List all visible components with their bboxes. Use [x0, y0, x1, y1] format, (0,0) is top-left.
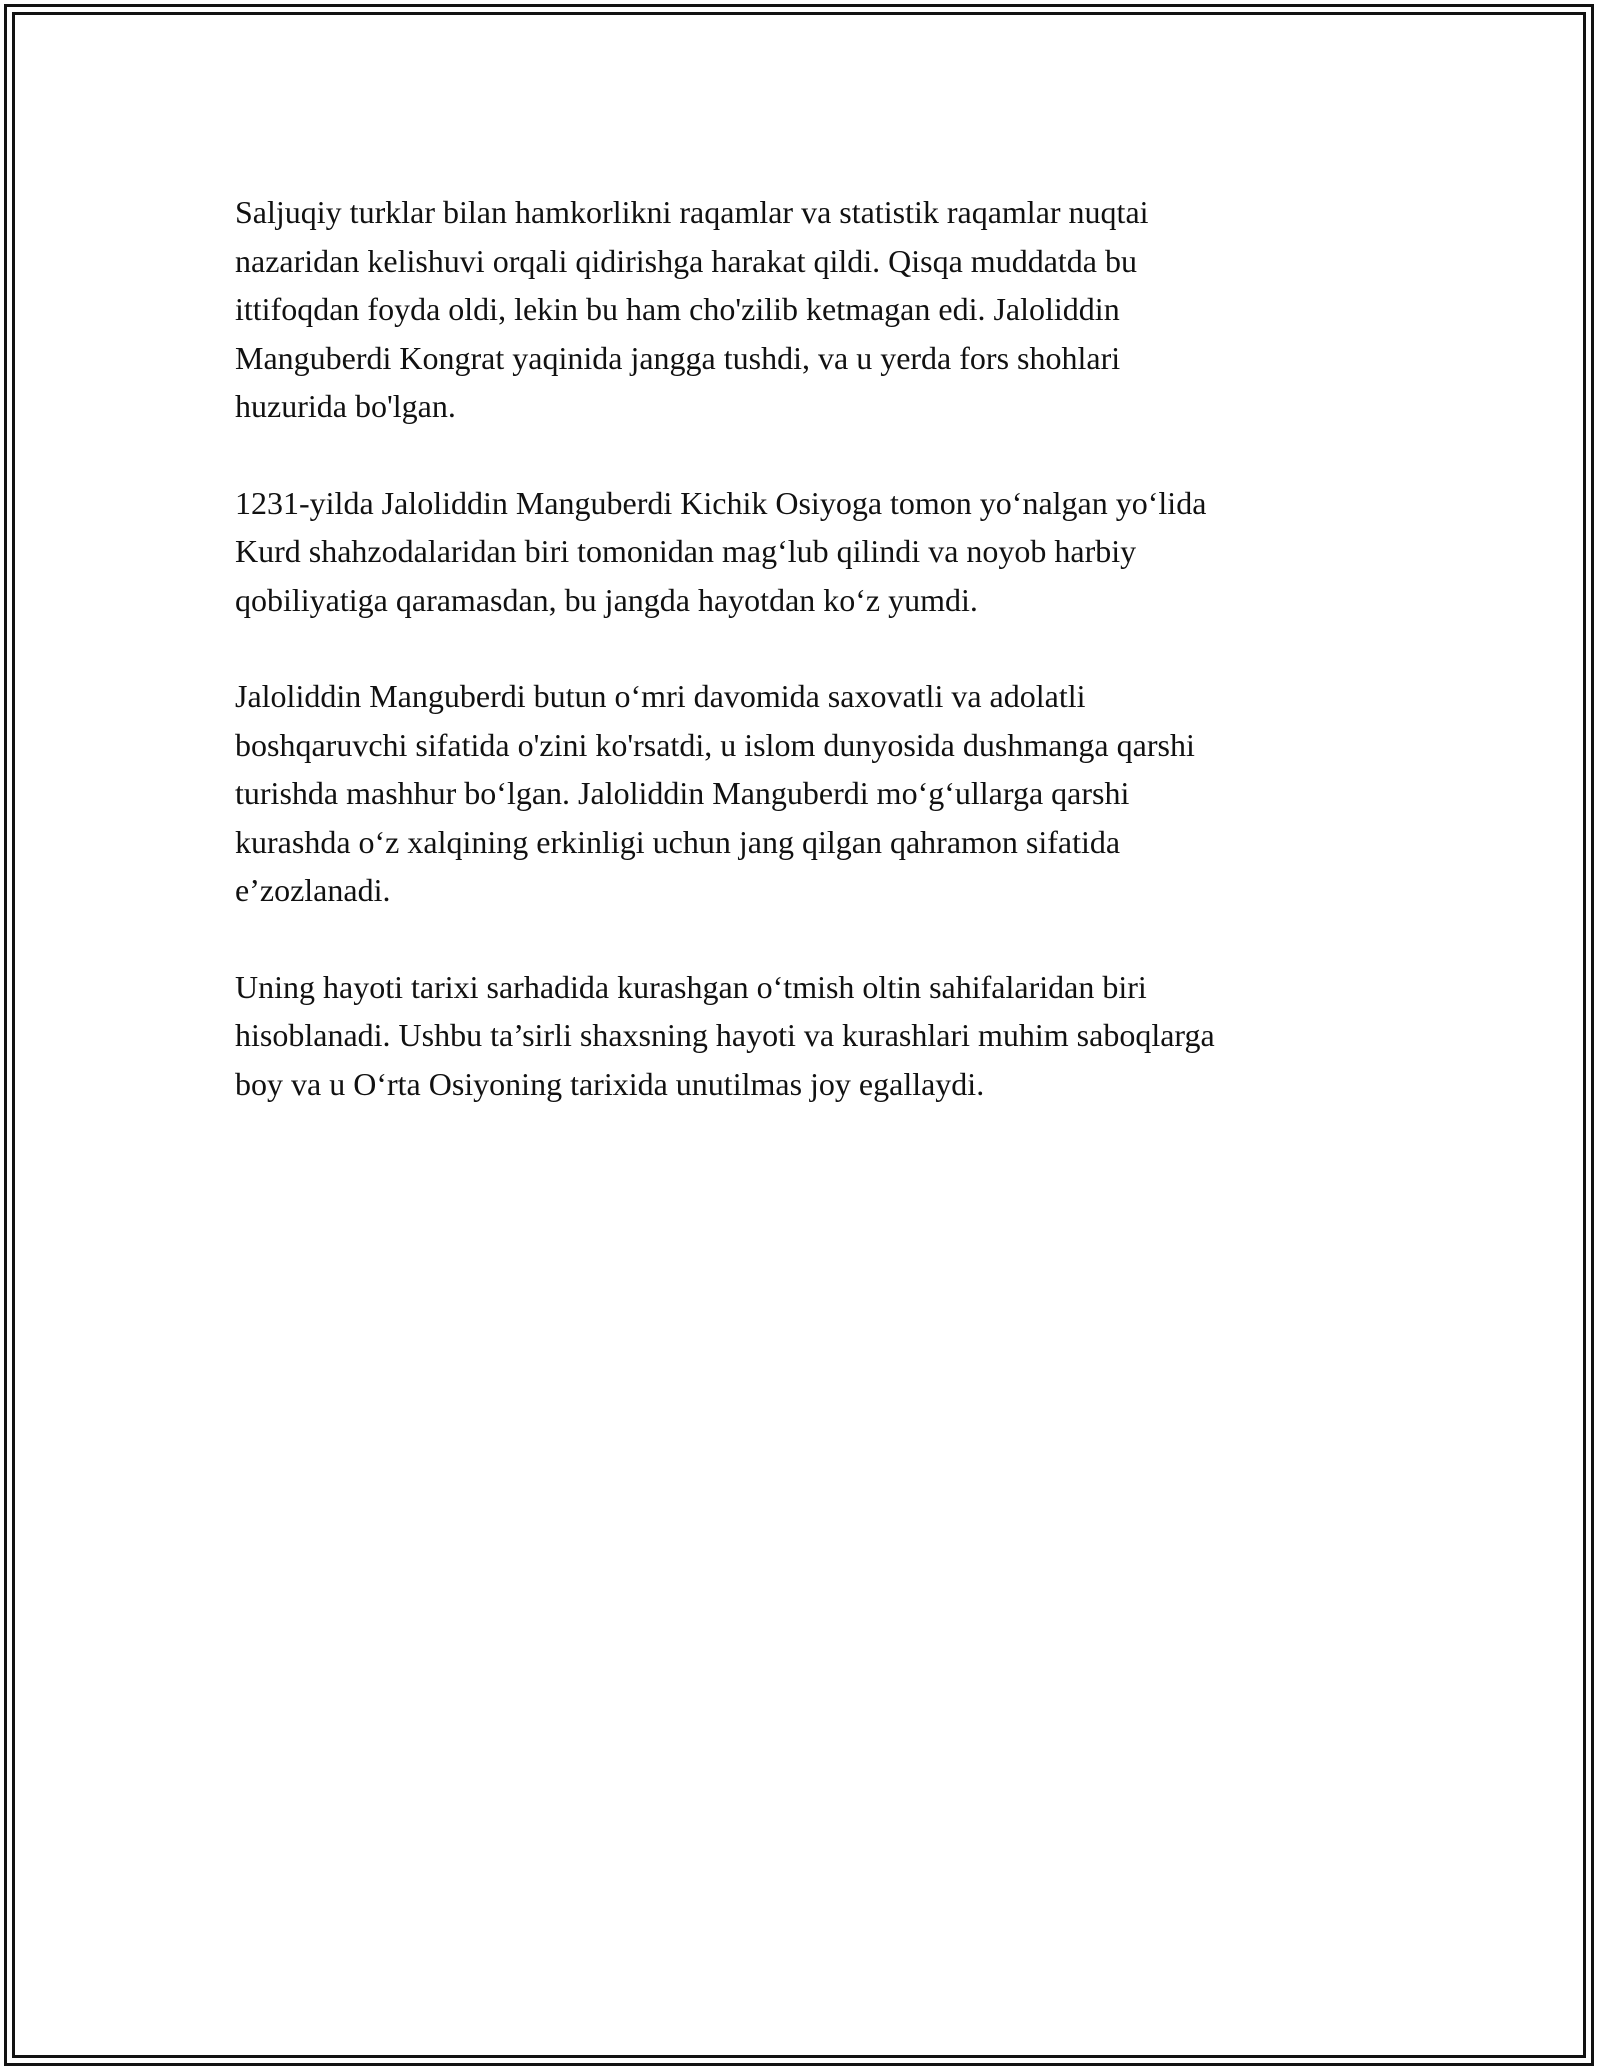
- paragraph-4: Uning hayoti tarixi sarhadida kurashgan o‘tmish oltin sahifalaridan biri hisoblanadi. Ushbu ta’sirli shaxsning hayoti va kurashlari muhim saboqlarga boy va u O‘rta Osiyoning tarixida unutilmas joy egallaydi.: [235, 968, 1215, 1102]
- paragraph-1: Saljuqiy turklar bilan hamkorlikni raqamlar va statistik raqamlar nuqtai nazaridan kelishuvi orqali qidirishga harakat qildi. Qisqa muddatda bu ittifoqdan foyda oldi, lekin bu ham cho'zilib ketmagan edi. Jaloliddin Manguberdi Kongrat yaqinida jangga tushdi, va u yerda fors shohlari huzurida bo'lgan.: [235, 194, 1149, 424]
- paragraph-3: Jaloliddin Manguberdi butun o‘mri davomida saxovatli va adolatli boshqaruvchi sifatida o'zini ko'rsatdi, u islom dunyosida dushmanga qarshi turishda mashhur bo‘lgan. Jaloliddin Manguberdi mo‘g‘ullarga qarshi kurashda o‘z xalqining erkinligi uchun jang qilgan qahramon sifatida e’zozlanadi.: [235, 678, 1195, 908]
- paragraph-2: 1231-yilda Jaloliddin Manguberdi Kichik Osiyoga tomon yo‘nalgan yo‘lida Kurd shahzodalaridan biri tomonidan mag‘lub qilindi va noyob harbiy qobiliyatiga qaramasdan, bu jangda hayotdan ko‘z yumdi.: [235, 484, 1207, 618]
- document-body: [235, 188, 1385, 1156]
